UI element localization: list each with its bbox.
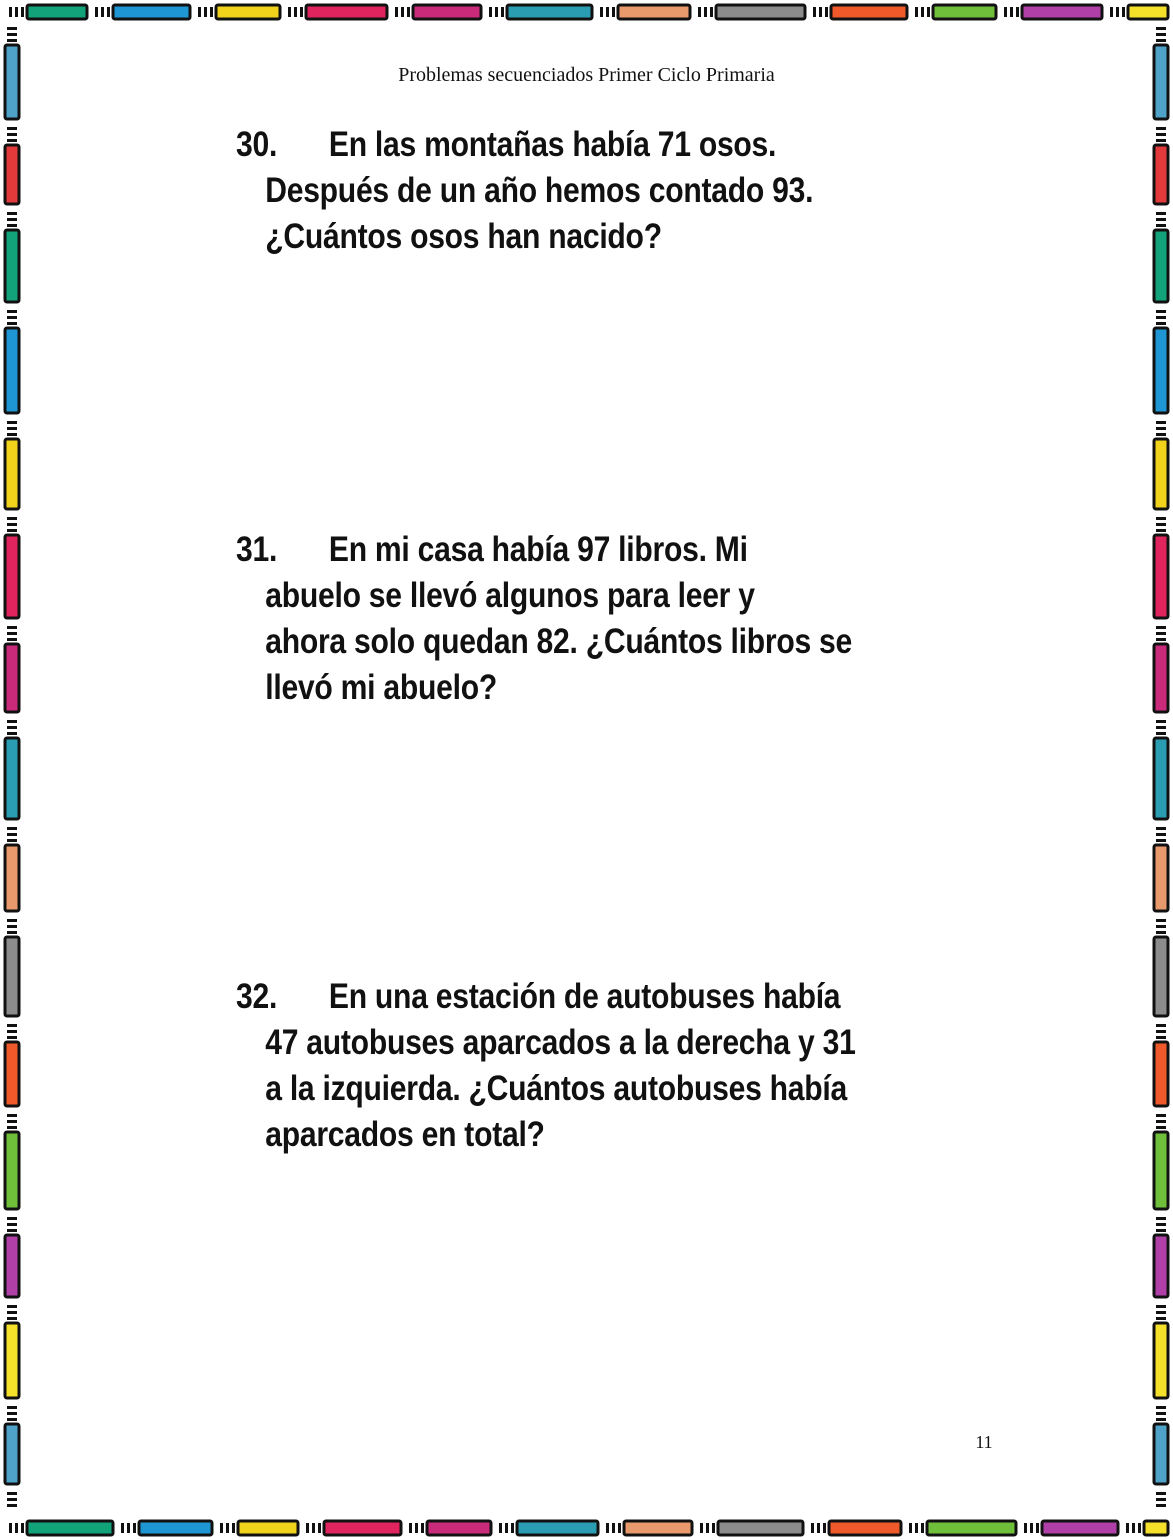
border-tick bbox=[1156, 726, 1166, 729]
border-tick bbox=[1156, 1305, 1166, 1308]
border-tick bbox=[7, 421, 17, 424]
problem-text: 47 autobuses aparcados a la derecha y 31 bbox=[265, 1023, 856, 1062]
border-segment bbox=[1154, 328, 1168, 413]
border-tick bbox=[226, 1523, 229, 1533]
border-tick bbox=[511, 1523, 514, 1533]
border-tick bbox=[612, 1523, 615, 1533]
problem-line bbox=[236, 527, 864, 573]
border-tick bbox=[712, 1523, 715, 1533]
border-tick bbox=[7, 39, 17, 42]
border-tick bbox=[7, 517, 17, 520]
border-segment bbox=[618, 5, 690, 19]
border-tick bbox=[921, 7, 924, 17]
border-tick bbox=[1156, 632, 1166, 635]
border-segment bbox=[1154, 145, 1168, 204]
border-tick bbox=[1156, 517, 1166, 520]
border-segment bbox=[1154, 535, 1168, 618]
border-tick bbox=[612, 7, 615, 17]
border-tick bbox=[1156, 133, 1166, 136]
border-tick bbox=[9, 7, 12, 17]
border-segment bbox=[1154, 1132, 1168, 1209]
problem-text: ¿Cuántos osos han nacido? bbox=[265, 217, 662, 256]
border-tick bbox=[7, 1498, 17, 1501]
problem-number: 32. bbox=[236, 977, 278, 1016]
border-tick bbox=[7, 726, 17, 729]
border-segment bbox=[5, 1323, 19, 1398]
border-tick bbox=[1156, 732, 1166, 735]
border-tick bbox=[1156, 919, 1166, 922]
border-tick bbox=[210, 7, 213, 17]
border-tick bbox=[204, 7, 207, 17]
border-segment bbox=[1154, 1042, 1168, 1106]
border-segment bbox=[718, 1521, 803, 1535]
border-segment bbox=[5, 328, 19, 413]
border-tick bbox=[7, 925, 17, 928]
border-segment bbox=[507, 5, 592, 19]
border-segment bbox=[1022, 5, 1102, 19]
border-tick bbox=[698, 7, 701, 17]
border-segment bbox=[27, 1521, 113, 1535]
border-segment bbox=[5, 439, 19, 509]
problem-text: abuelo se llevó algunos para leer y bbox=[265, 576, 755, 615]
border-tick bbox=[915, 1523, 918, 1533]
border-tick bbox=[489, 7, 492, 17]
border-tick bbox=[7, 833, 17, 836]
border-tick bbox=[7, 1305, 17, 1308]
border-tick bbox=[1156, 27, 1166, 30]
border-tick bbox=[1030, 1523, 1033, 1533]
border-segment bbox=[1154, 1323, 1168, 1398]
border-tick bbox=[1156, 1024, 1166, 1027]
border-tick bbox=[7, 1317, 17, 1320]
border-tick bbox=[1156, 1126, 1166, 1129]
border-tick bbox=[7, 1036, 17, 1039]
border-segment bbox=[324, 1521, 401, 1535]
border-tick bbox=[407, 7, 410, 17]
border-tick bbox=[1156, 33, 1166, 36]
border-tick bbox=[7, 638, 17, 641]
border-tick bbox=[7, 919, 17, 922]
border-segment bbox=[829, 1521, 901, 1535]
border-tick bbox=[7, 1412, 17, 1415]
border-tick bbox=[7, 127, 17, 130]
border-segment bbox=[716, 5, 805, 19]
border-tick bbox=[198, 7, 201, 17]
border-tick bbox=[618, 1523, 621, 1533]
border-tick bbox=[1156, 1406, 1166, 1409]
border-tick bbox=[1156, 1317, 1166, 1320]
problem-31 bbox=[236, 527, 864, 711]
border-tick bbox=[1156, 224, 1166, 227]
border-segment bbox=[1154, 230, 1168, 302]
border-tick bbox=[706, 1523, 709, 1533]
border-tick bbox=[15, 1523, 18, 1533]
border-segment bbox=[5, 1042, 19, 1106]
border-tick bbox=[21, 7, 24, 17]
border-tick bbox=[1126, 1523, 1129, 1533]
border-tick bbox=[421, 1523, 424, 1533]
border-tick bbox=[817, 1523, 820, 1533]
border-tick bbox=[7, 1120, 17, 1123]
border-tick bbox=[1024, 1523, 1027, 1533]
border-segment bbox=[1042, 1521, 1118, 1535]
border-tick bbox=[7, 632, 17, 635]
border-tick bbox=[121, 1523, 124, 1533]
problem-text: En mi casa había 97 libros. Mi bbox=[328, 530, 748, 569]
border-tick bbox=[909, 1523, 912, 1533]
border-tick bbox=[7, 1126, 17, 1129]
border-tick bbox=[1156, 827, 1166, 830]
problem-line bbox=[236, 122, 864, 168]
problem-number: 30. bbox=[236, 125, 278, 164]
border-tick bbox=[811, 1523, 814, 1533]
problem-line bbox=[236, 974, 864, 1020]
border-tick bbox=[7, 212, 17, 215]
border-tick bbox=[1156, 218, 1166, 221]
border-segment bbox=[5, 1132, 19, 1209]
border-segment bbox=[1154, 439, 1168, 509]
border-tick bbox=[220, 1523, 223, 1533]
border-tick bbox=[7, 1311, 17, 1314]
border-tick bbox=[1156, 529, 1166, 532]
border-tick bbox=[606, 1523, 609, 1533]
border-tick bbox=[7, 720, 17, 723]
border-tick bbox=[133, 1523, 136, 1533]
border-segment bbox=[113, 5, 190, 19]
border-tick bbox=[825, 7, 828, 17]
border-segment bbox=[139, 1521, 212, 1535]
border-segment bbox=[933, 5, 996, 19]
border-tick bbox=[1156, 1412, 1166, 1415]
border-tick bbox=[927, 7, 930, 17]
border-tick bbox=[7, 433, 17, 436]
border-tick bbox=[921, 1523, 924, 1533]
border-segment bbox=[5, 1235, 19, 1297]
border-tick bbox=[395, 7, 398, 17]
border-segment bbox=[1154, 1424, 1168, 1484]
border-tick bbox=[505, 1523, 508, 1533]
problem-text: aparcados en total? bbox=[265, 1115, 545, 1154]
problem-text: Después de un año hemos contado 93. bbox=[265, 171, 814, 210]
border-tick bbox=[7, 529, 17, 532]
border-segment bbox=[5, 230, 19, 302]
border-tick bbox=[7, 931, 17, 934]
problem-text: a la izquierda. ¿Cuántos autobuses había bbox=[265, 1069, 848, 1108]
border-tick bbox=[306, 1523, 309, 1533]
border-tick bbox=[1156, 139, 1166, 142]
border-segment bbox=[5, 1424, 19, 1484]
border-segment bbox=[831, 5, 907, 19]
border-segment bbox=[5, 937, 19, 1016]
border-tick bbox=[312, 1523, 315, 1533]
border-tick bbox=[7, 133, 17, 136]
border-tick bbox=[1156, 720, 1166, 723]
border-tick bbox=[401, 7, 404, 17]
border-tick bbox=[1156, 1311, 1166, 1314]
border-segment bbox=[413, 5, 481, 19]
border-tick bbox=[95, 7, 98, 17]
border-tick bbox=[107, 7, 110, 17]
border-tick bbox=[7, 322, 17, 325]
border-tick bbox=[7, 310, 17, 313]
border-tick bbox=[600, 7, 603, 17]
border-tick bbox=[300, 7, 303, 17]
border-tick bbox=[1156, 433, 1166, 436]
border-tick bbox=[7, 732, 17, 735]
border-tick bbox=[1156, 1418, 1166, 1421]
border-tick bbox=[15, 7, 18, 17]
border-tick bbox=[606, 7, 609, 17]
problem-number: 31. bbox=[236, 530, 278, 569]
border-tick bbox=[1156, 427, 1166, 430]
border-segment bbox=[1154, 1235, 1168, 1297]
border-segment bbox=[517, 1521, 598, 1535]
border-segment bbox=[5, 644, 19, 712]
border-segment bbox=[306, 5, 387, 19]
border-tick bbox=[1156, 523, 1166, 526]
page-number: 11 bbox=[975, 1432, 993, 1452]
border-tick bbox=[288, 7, 291, 17]
border-tick bbox=[1156, 1229, 1166, 1232]
border-tick bbox=[7, 1024, 17, 1027]
border-tick bbox=[101, 7, 104, 17]
border-tick bbox=[823, 1523, 826, 1533]
border-tick bbox=[1016, 7, 1019, 17]
border-segment bbox=[1144, 1521, 1168, 1535]
border-tick bbox=[1156, 322, 1166, 325]
border-tick bbox=[127, 1523, 130, 1533]
problem-32 bbox=[236, 974, 864, 1158]
border-segment bbox=[238, 1521, 298, 1535]
problem-text: ahora solo quedan 82. ¿Cuántos libros se bbox=[265, 622, 853, 661]
border-tick bbox=[1156, 1492, 1166, 1495]
border-tick bbox=[1010, 7, 1013, 17]
problem-30 bbox=[236, 122, 864, 260]
border-segment bbox=[5, 145, 19, 204]
border-tick bbox=[1138, 1523, 1141, 1533]
border-tick bbox=[1156, 1036, 1166, 1039]
border-tick bbox=[1156, 638, 1166, 641]
border-tick bbox=[7, 33, 17, 36]
border-tick bbox=[7, 1217, 17, 1220]
border-tick bbox=[1156, 39, 1166, 42]
problem-text: En las montañas había 71 osos. bbox=[328, 125, 777, 164]
border-tick bbox=[1156, 1114, 1166, 1117]
border-tick bbox=[1156, 1504, 1166, 1507]
border-tick bbox=[7, 316, 17, 319]
border-tick bbox=[1156, 212, 1166, 215]
border-segment bbox=[927, 1521, 1016, 1535]
border-tick bbox=[700, 1523, 703, 1533]
border-tick bbox=[1156, 316, 1166, 319]
border-tick bbox=[1156, 1498, 1166, 1501]
border-segment bbox=[5, 845, 19, 911]
border-tick bbox=[1004, 7, 1007, 17]
border-tick bbox=[7, 427, 17, 430]
border-tick bbox=[7, 1504, 17, 1507]
border-tick bbox=[7, 224, 17, 227]
border-segment bbox=[5, 535, 19, 618]
border-tick bbox=[7, 1492, 17, 1495]
border-tick bbox=[7, 27, 17, 30]
border-tick bbox=[704, 7, 707, 17]
border-segment bbox=[1154, 937, 1168, 1016]
border-tick bbox=[1036, 1523, 1039, 1533]
page-header: Problemas secuenciados Primer Ciclo Primaria bbox=[398, 64, 775, 86]
border-segment bbox=[1154, 644, 1168, 712]
border-tick bbox=[1156, 1030, 1166, 1033]
border-tick bbox=[1156, 839, 1166, 842]
border-tick bbox=[318, 1523, 321, 1533]
border-tick bbox=[7, 218, 17, 221]
border-tick bbox=[232, 1523, 235, 1533]
border-tick bbox=[7, 1030, 17, 1033]
border-tick bbox=[495, 7, 498, 17]
border-tick bbox=[7, 839, 17, 842]
border-tick bbox=[7, 1229, 17, 1232]
problem-text: llevó mi abuelo? bbox=[265, 668, 497, 707]
border-tick bbox=[915, 7, 918, 17]
border-tick bbox=[501, 7, 504, 17]
border-tick bbox=[1156, 925, 1166, 928]
border-tick bbox=[7, 1406, 17, 1409]
border-tick bbox=[813, 7, 816, 17]
border-tick bbox=[7, 139, 17, 142]
border-tick bbox=[1156, 127, 1166, 130]
border-tick bbox=[1110, 7, 1113, 17]
border-tick bbox=[1156, 1223, 1166, 1226]
border-segment bbox=[1128, 5, 1168, 19]
border-segment bbox=[5, 738, 19, 819]
border-tick bbox=[7, 1223, 17, 1226]
border-tick bbox=[710, 7, 713, 17]
border-tick bbox=[7, 1418, 17, 1421]
border-tick bbox=[1156, 310, 1166, 313]
border-tick bbox=[1122, 7, 1125, 17]
border-tick bbox=[1156, 421, 1166, 424]
border-tick bbox=[1156, 931, 1166, 934]
border-tick bbox=[415, 1523, 418, 1533]
border-segment bbox=[1154, 738, 1168, 819]
border-tick bbox=[1156, 1120, 1166, 1123]
border-segment bbox=[624, 1521, 692, 1535]
border-tick bbox=[409, 1523, 412, 1533]
border-tick bbox=[21, 1523, 24, 1533]
border-tick bbox=[7, 626, 17, 629]
border-segment bbox=[427, 1521, 491, 1535]
border-tick bbox=[499, 1523, 502, 1533]
border-tick bbox=[9, 1523, 12, 1533]
border-tick bbox=[1116, 7, 1119, 17]
border-tick bbox=[7, 827, 17, 830]
border-tick bbox=[7, 1114, 17, 1117]
problem-text: En una estación de autobuses había bbox=[328, 977, 841, 1016]
border-tick bbox=[819, 7, 822, 17]
border-tick bbox=[1132, 1523, 1135, 1533]
border-tick bbox=[294, 7, 297, 17]
border-tick bbox=[1156, 833, 1166, 836]
border-tick bbox=[7, 523, 17, 526]
border-segment bbox=[216, 5, 280, 19]
border-segment bbox=[1154, 845, 1168, 911]
border-segment bbox=[27, 5, 87, 19]
border-tick bbox=[1156, 1217, 1166, 1220]
border-tick bbox=[1156, 626, 1166, 629]
